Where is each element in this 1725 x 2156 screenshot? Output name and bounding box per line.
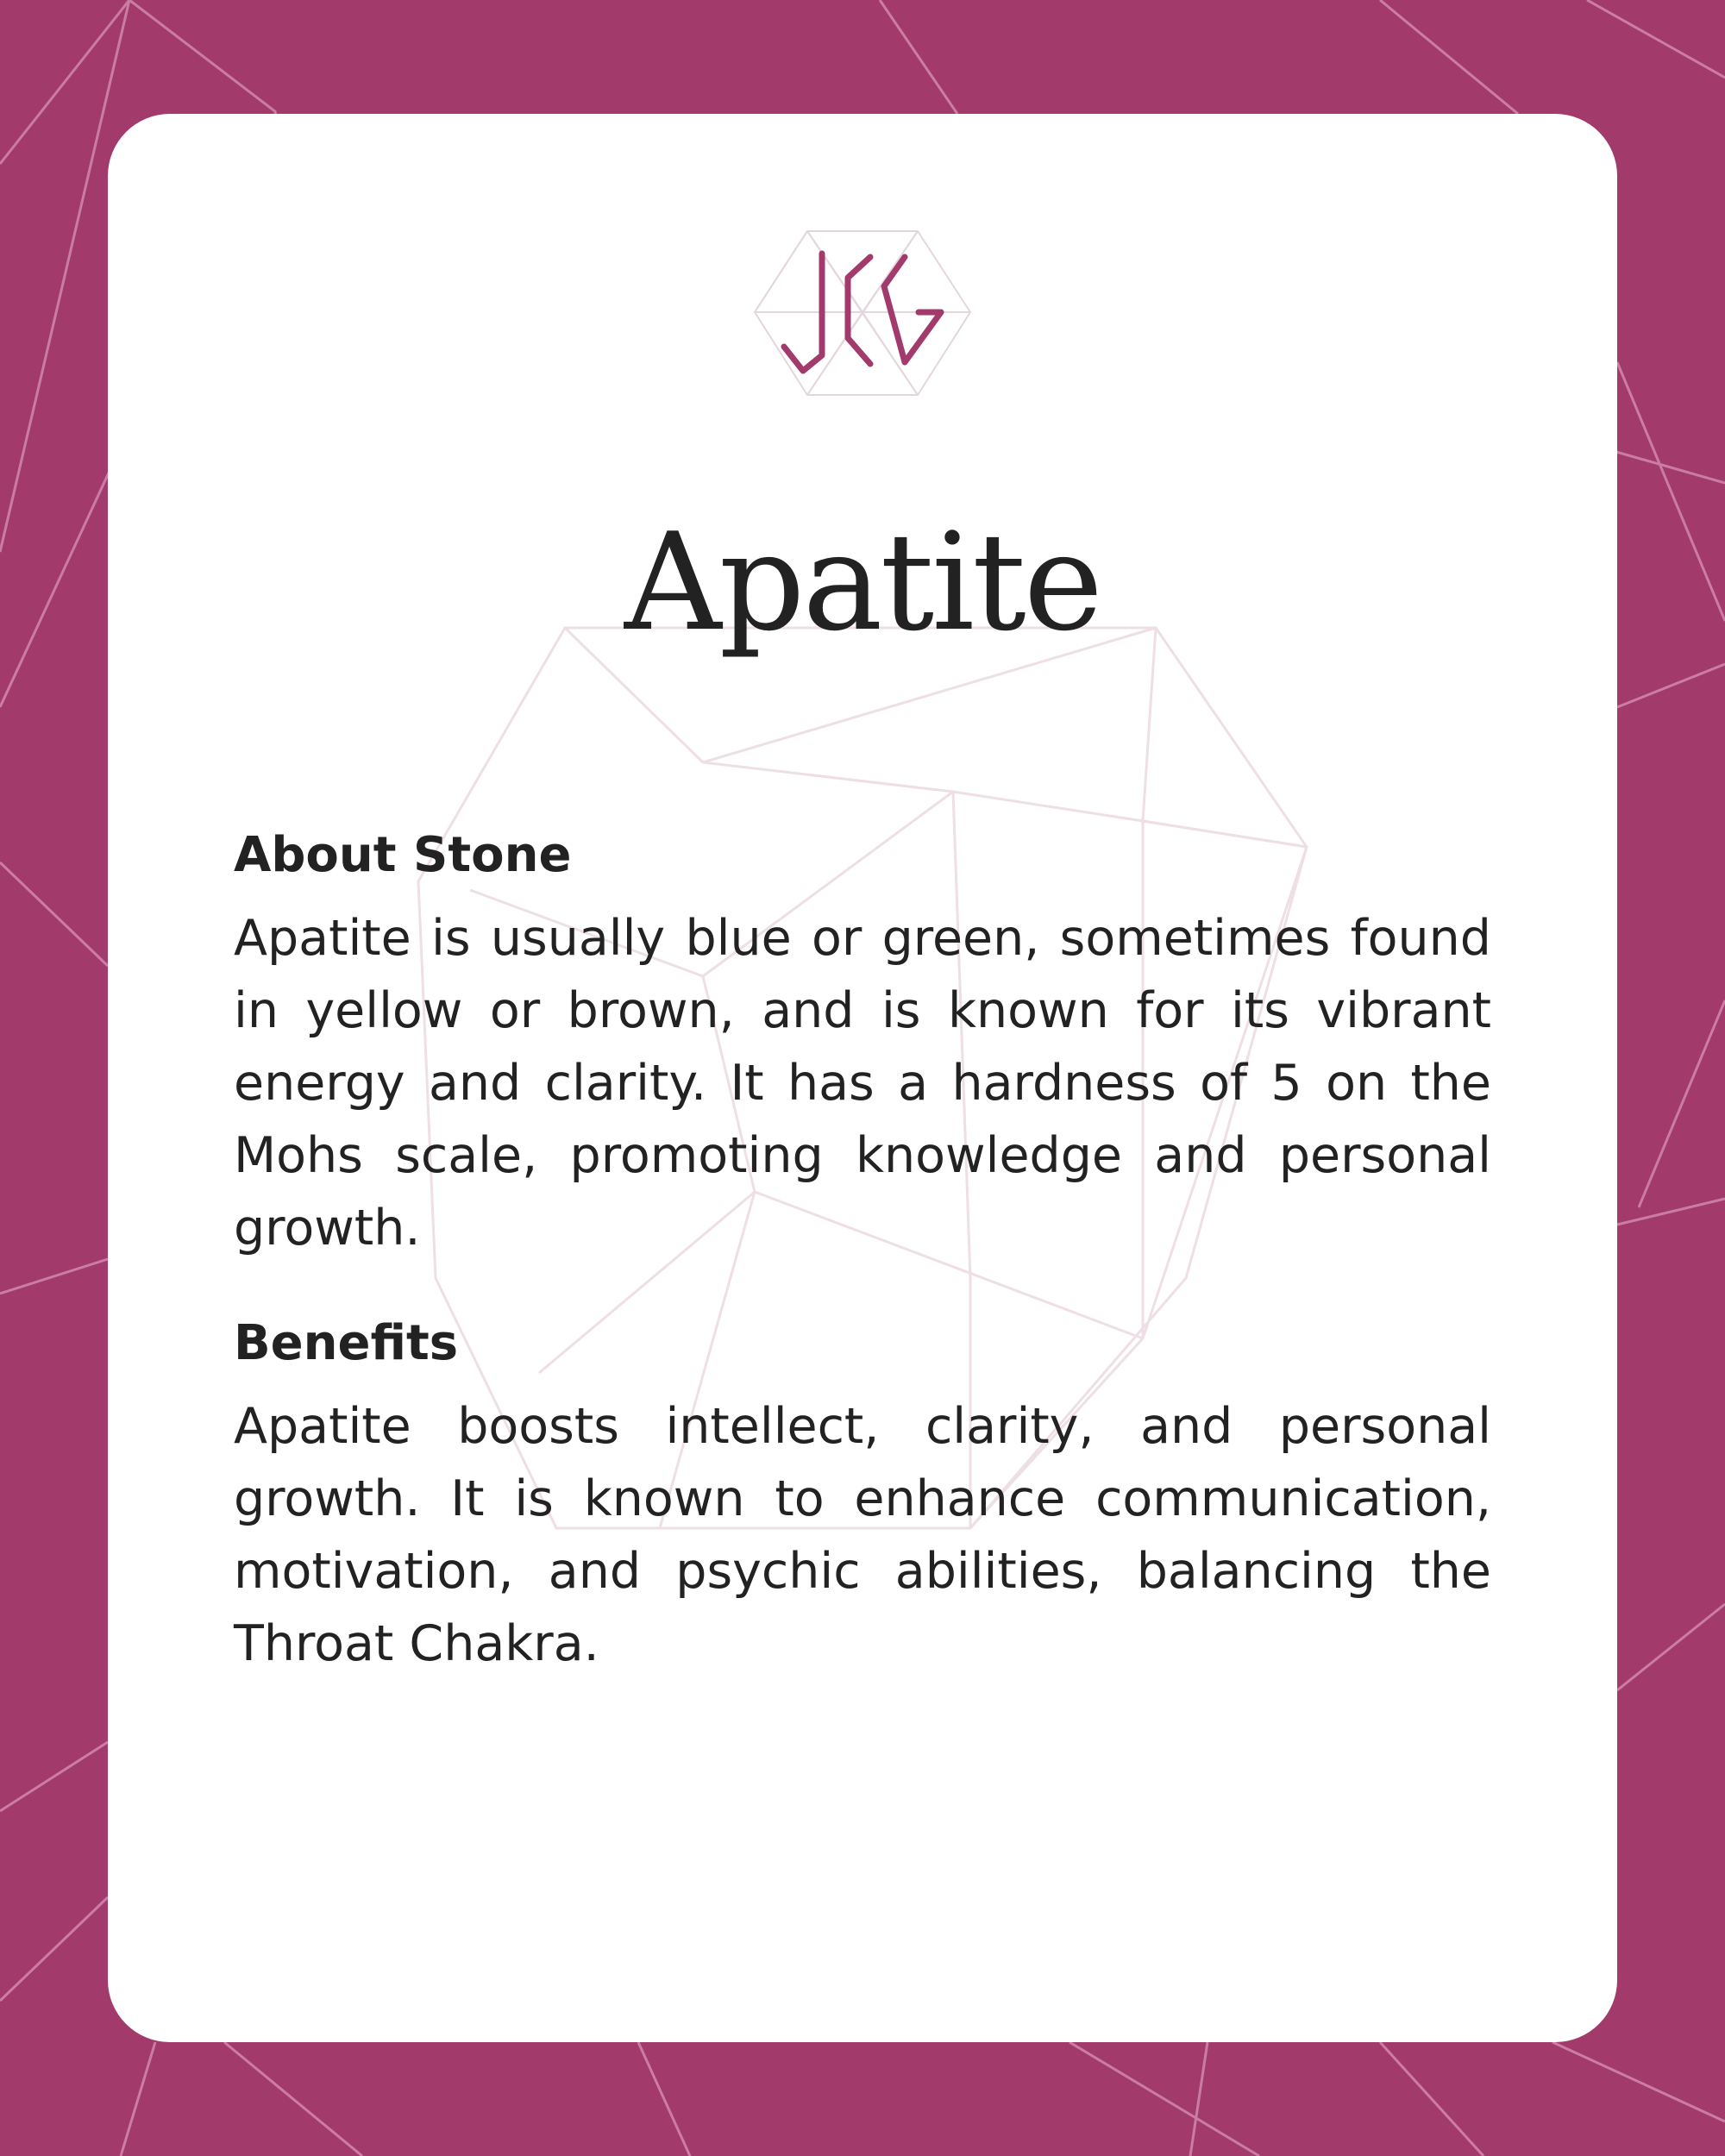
jcg-logo — [753, 226, 972, 398]
stone-content — [234, 821, 1491, 1680]
benefits-body: Apatite boosts intellect, clarity, and personal growth. It is known to enhance communication, motivation, and psychic abilities, balancing the Throat Chakra. — [234, 1398, 1491, 1672]
about-section — [234, 821, 1491, 1264]
about-body: Apatite is usually blue or green, sometimes found in yellow or brown, and is known for its vibrant energy and clarity. It has a hardness of 5 on the Mohs scale, promoting knowledge and personal growth. — [234, 910, 1491, 1257]
about-heading: About Stone — [234, 827, 572, 883]
page-title: Apatite — [624, 504, 1101, 661]
benefits-section — [234, 1309, 1491, 1680]
benefits-heading: Benefits — [234, 1315, 459, 1371]
stone-card — [108, 114, 1617, 2042]
